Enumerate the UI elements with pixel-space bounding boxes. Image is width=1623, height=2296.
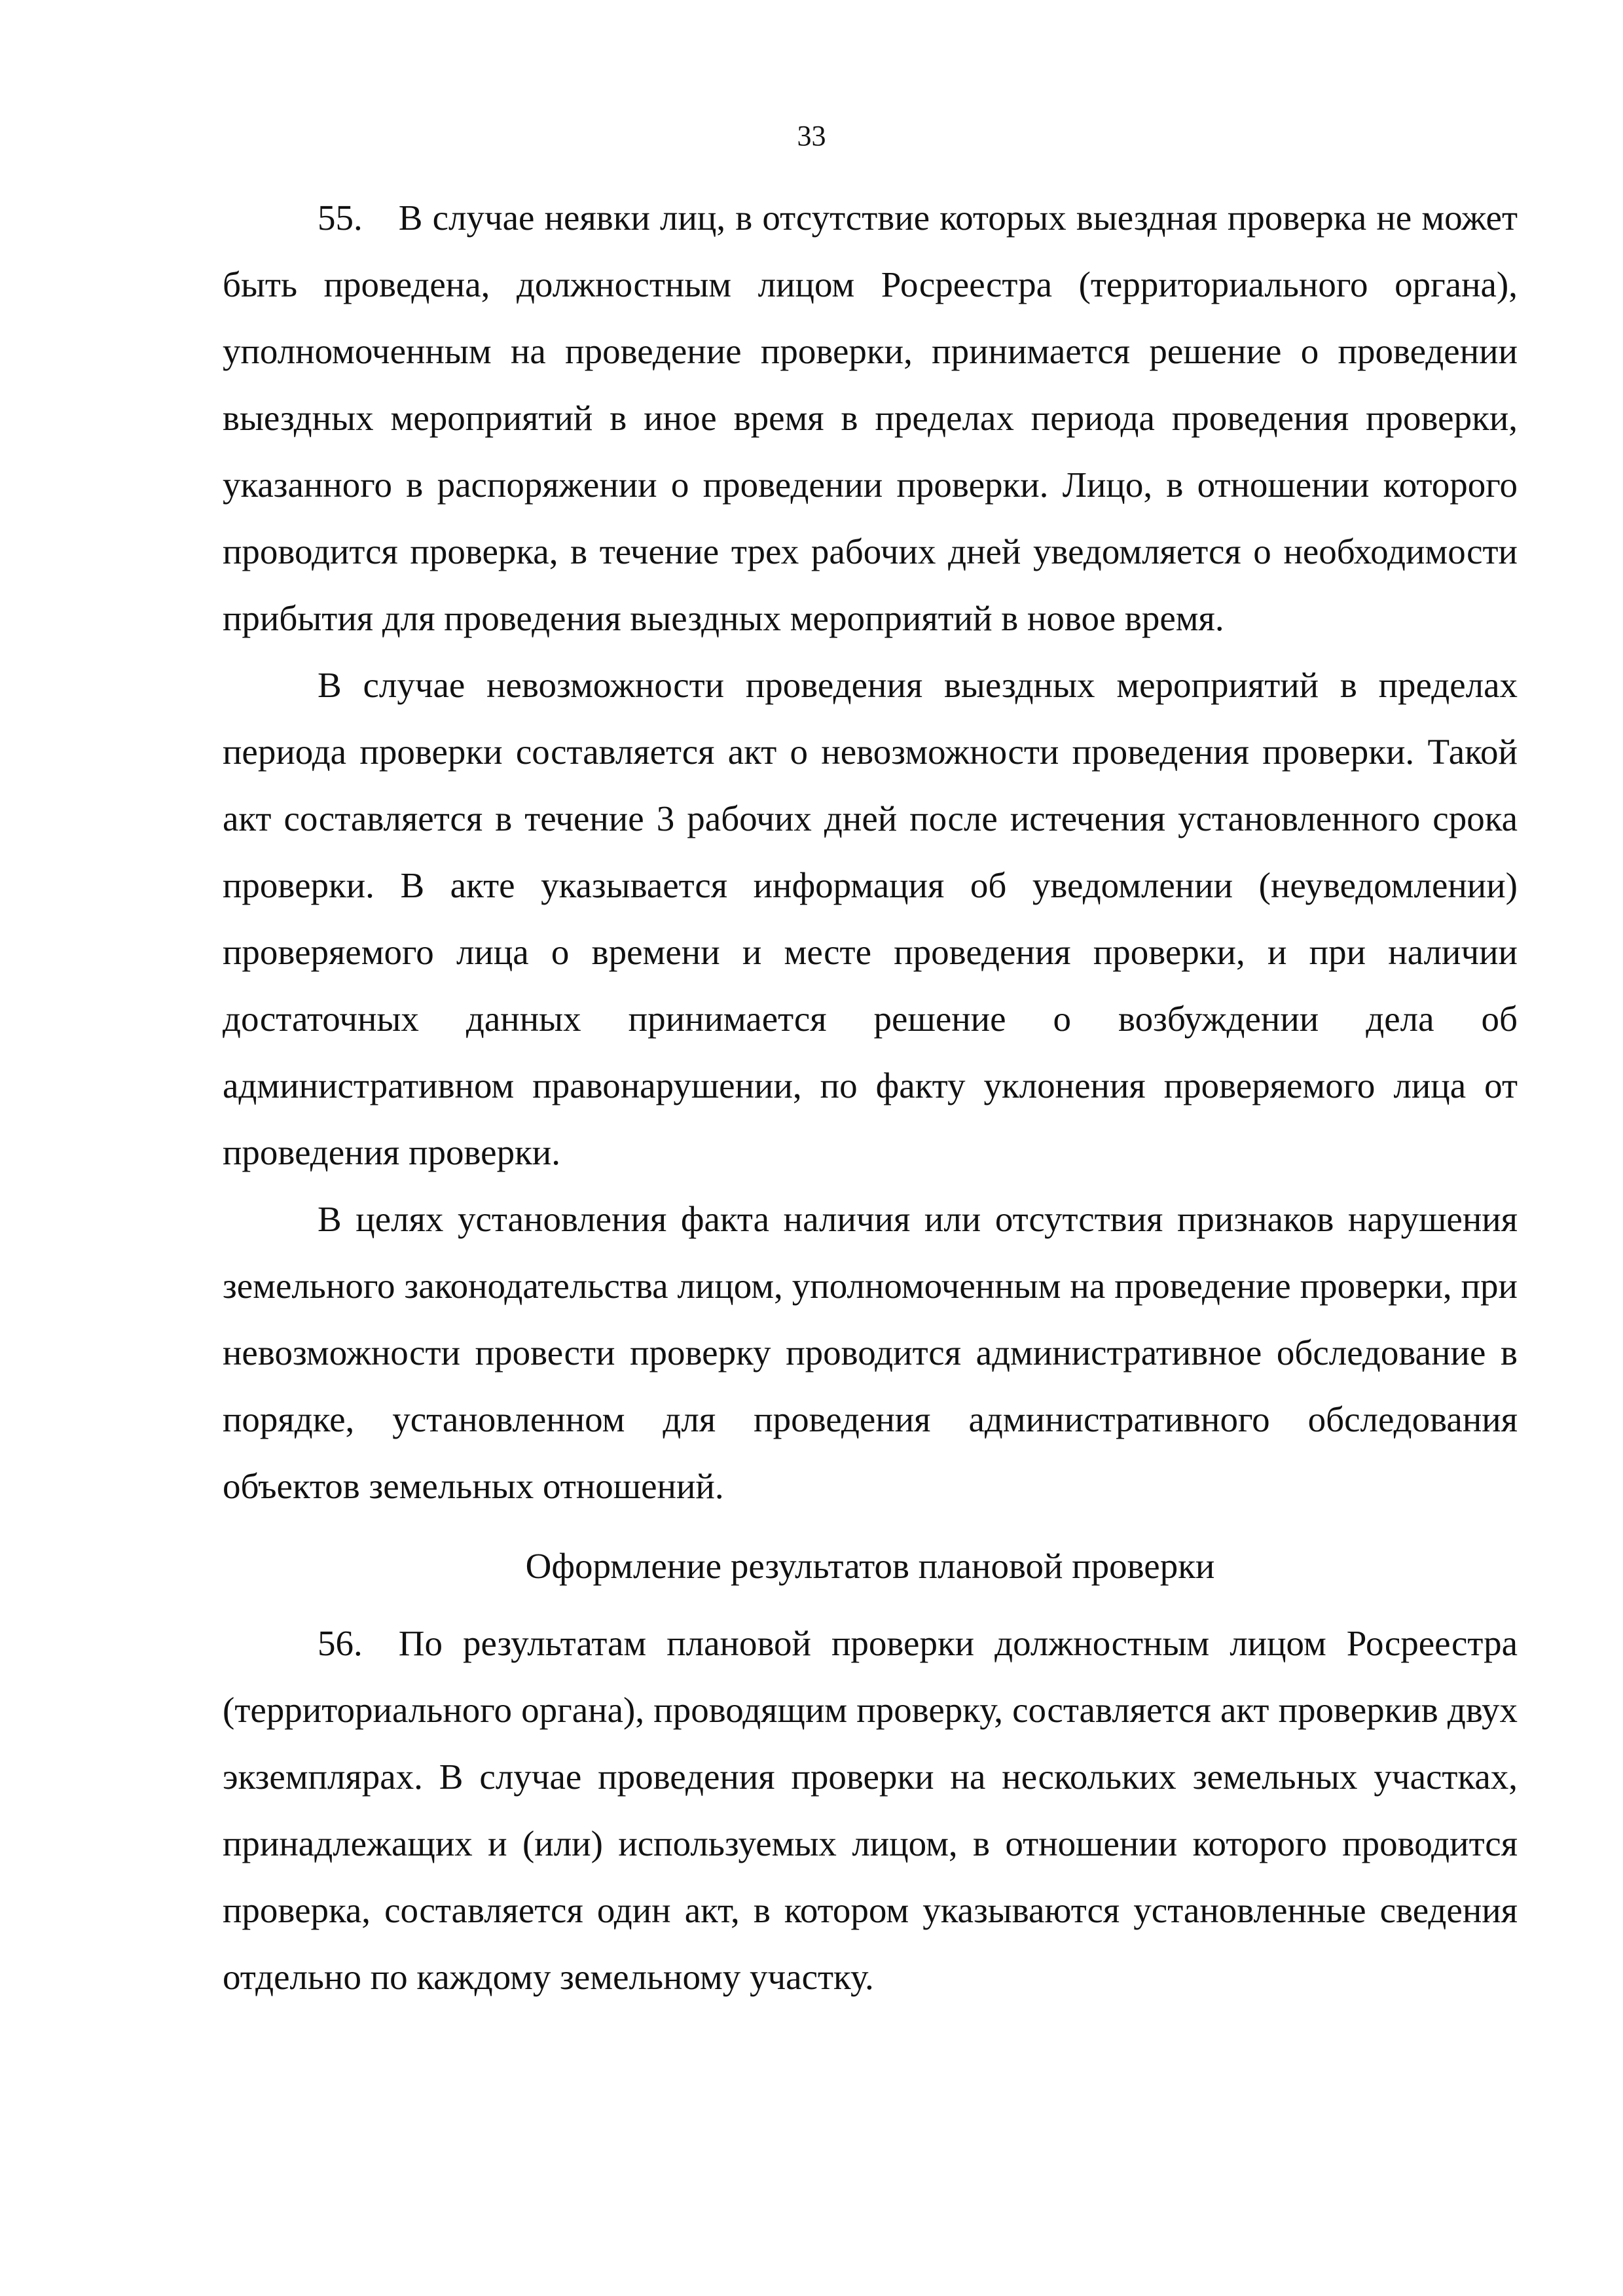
paragraph-56: 56. По результатам плановой проверки должностным лицом Росреестра (территориального органа), проводящим проверку, составляется акт проверкив двух экземплярах. В случае проведения проверки на нескольких земельных участках, принадлежащих и (или) используемых лицом, в отношении которого проводится проверка, составляется один акт, в котором указываются установленные сведения отдельно по каждому земельному участку. bbox=[223, 1623, 1518, 1997]
page-number: 33 bbox=[797, 120, 826, 152]
paragraph-impossibility-act: В случае невозможности проведения выездных мероприятий в пределах периода проверки составляется акт о невозможности проведения проверки. Такой акт составляется в течение 3 рабочих дней после истечения установленного срока проверки. В акте указывается информация об уведомлении (неуведомлении) проверяемого лица о времени и месте проведения проверки, и при наличии достаточных данных принимается решение о возбуждении дела об административном правонарушении, по факту уклонения проверяемого лица от проведения проверки. bbox=[223, 665, 1518, 1172]
paragraph-55: 55. В случае неявки лиц, в отсутствие которых выездная проверка не может быть проведена, должностным лицом Росреестра (территориального органа), уполномоченным на проведение проверки, принимается решение о проведении выездных мероприятий в иное время в пределах периода проведения проверки, указанного в распоряжении о проведении проверки. Лицо, в отношении которого проводится проверка, в течение трех рабочих дней уведомляется о необходимости прибытия для проведения выездных мероприятий в новое время. bbox=[223, 198, 1518, 638]
section-heading: Оформление результатов плановой проверки bbox=[525, 1546, 1215, 1586]
paragraph-administrative-inspection: В целях установления факта наличия или отсутствия признаков нарушения земельного законодательства лицом, уполномоченным на проведение проверки, при невозможности провести проверку проводится административное обследование в порядке, установленном для проведения административного обследования объектов земельных отношений. bbox=[223, 1199, 1518, 1506]
document-body bbox=[223, 185, 1518, 2011]
